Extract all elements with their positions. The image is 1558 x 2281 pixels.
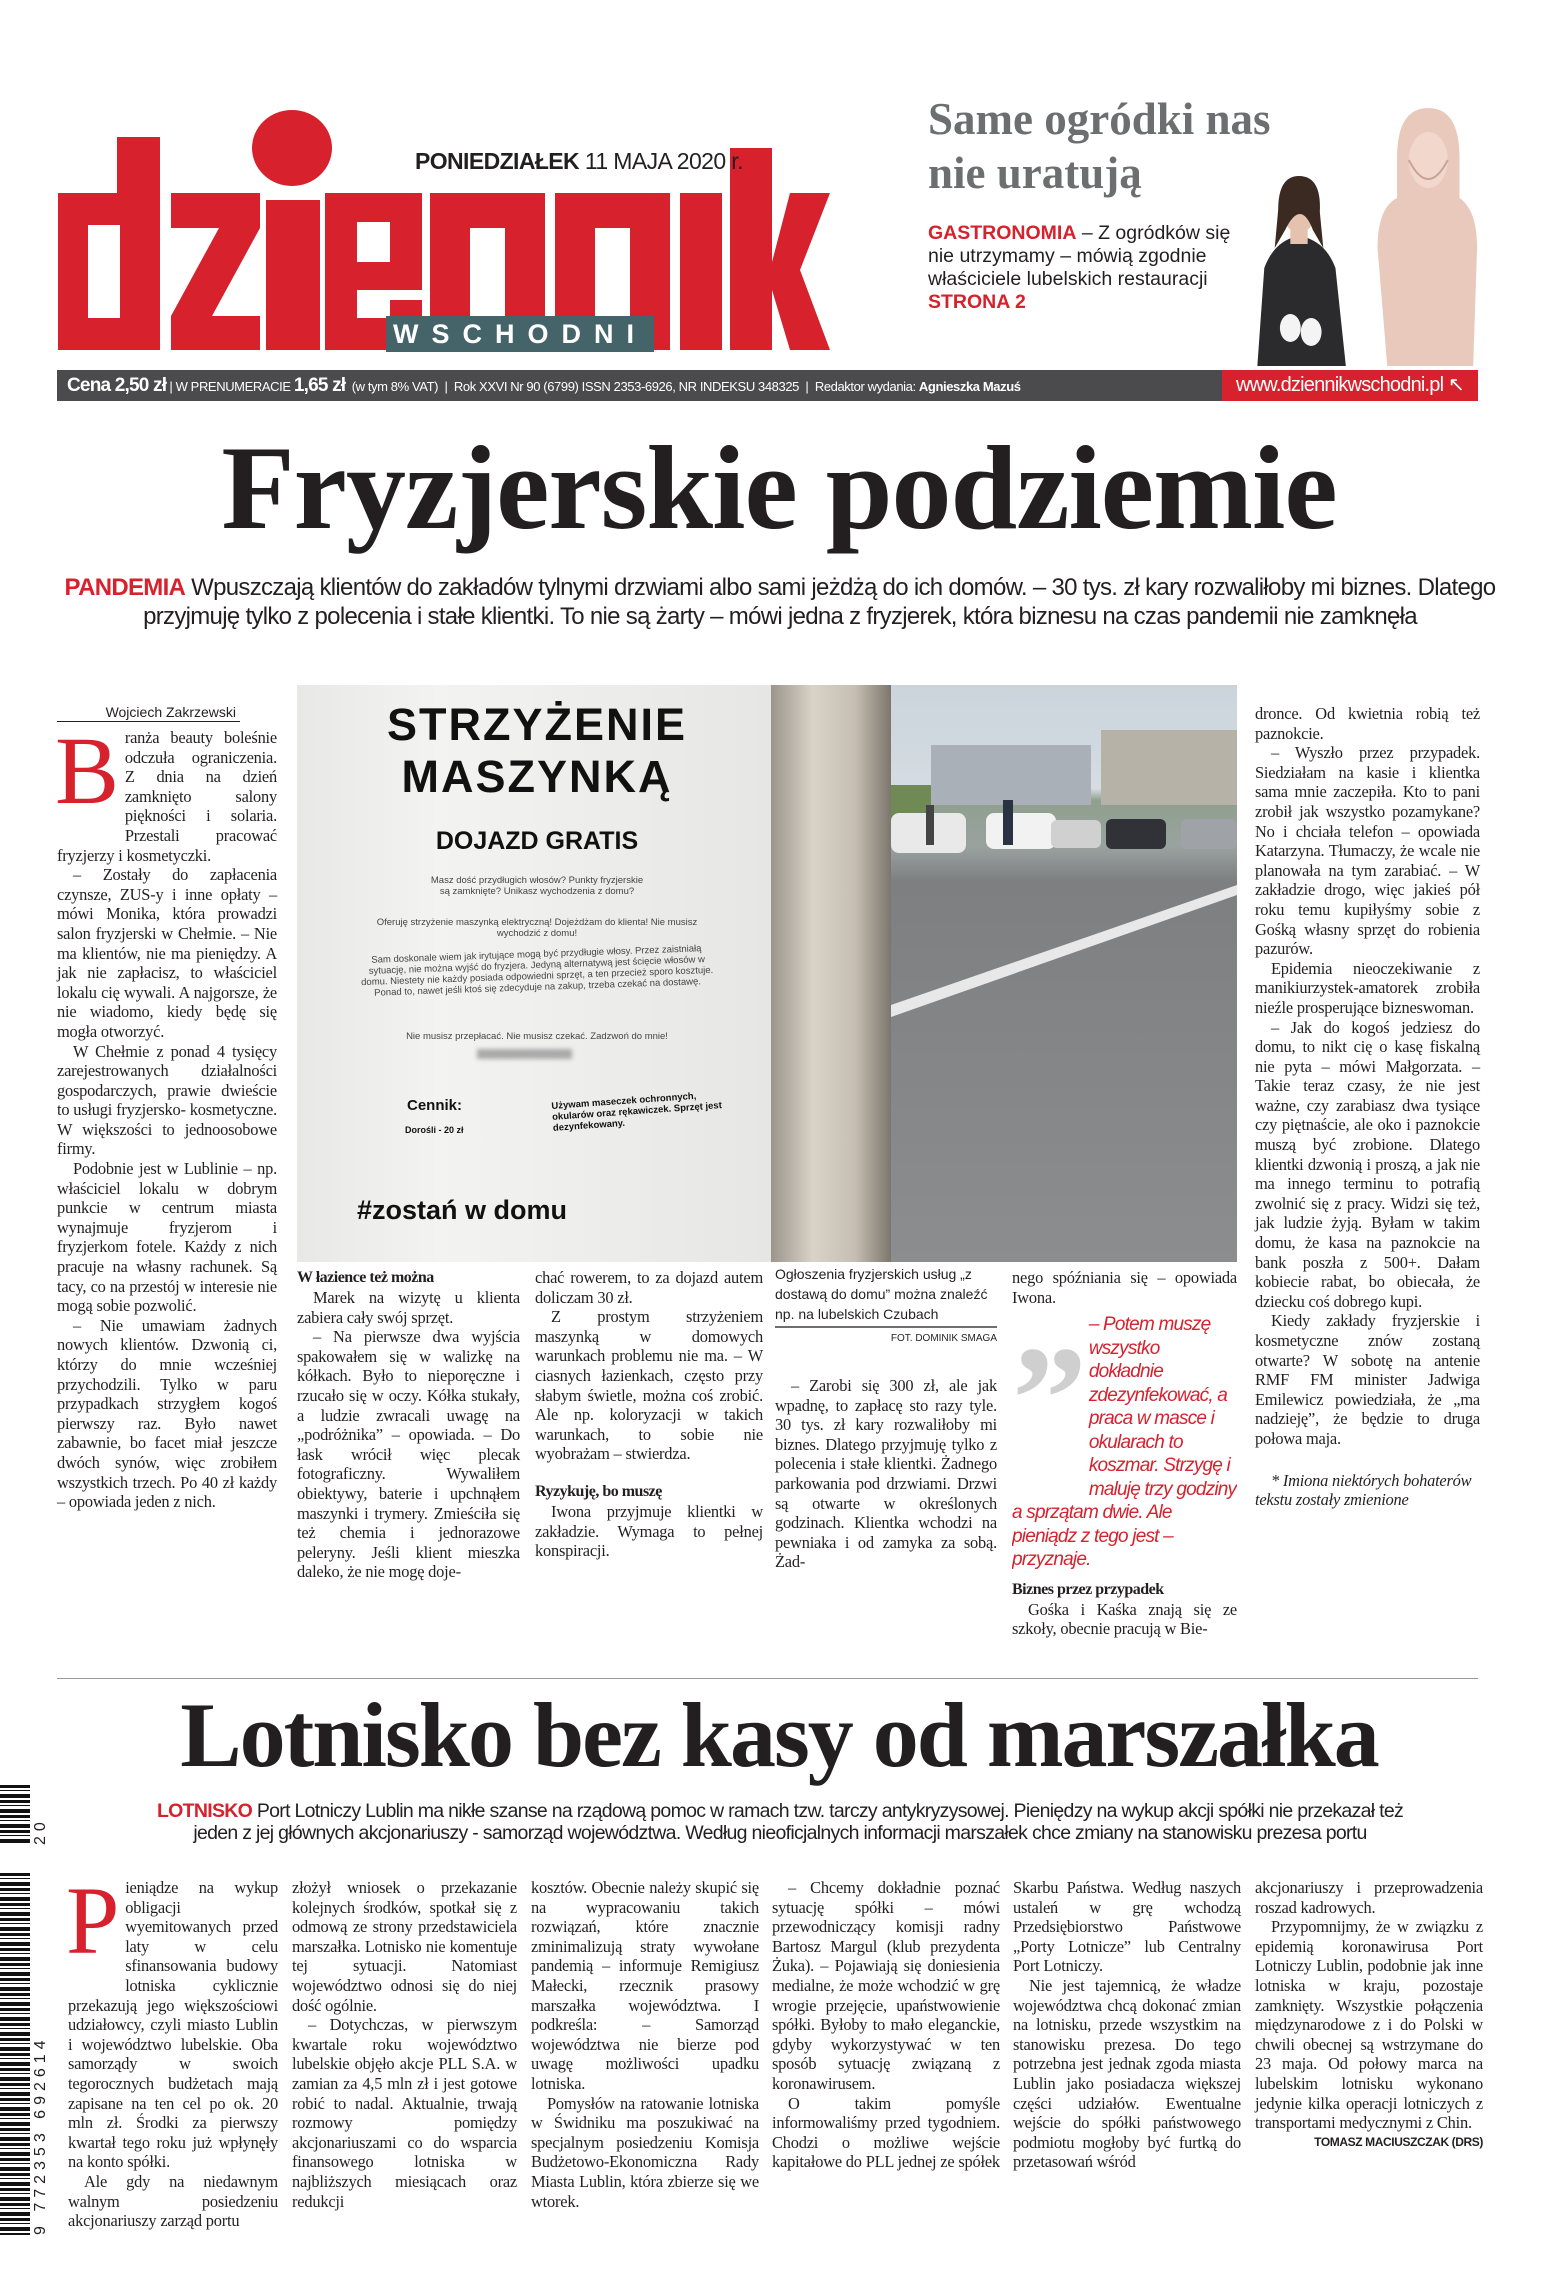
teaser-photo-woman xyxy=(1240,168,1358,366)
website-link[interactable] xyxy=(1222,370,1478,401)
issue-barcode-bars xyxy=(0,1785,30,1845)
paragraph: Epidemia nieoczekiwanie z manikiurzystek-amatorek zrobiła nieźle prosperujące bizneswoman. xyxy=(1255,958,1480,1017)
drop-cap: B xyxy=(55,717,119,824)
main-lead xyxy=(50,573,1510,631)
paragraph: Podobnie jest w Lublinie – np. właściciel lokalu w dobrym punkcie w centrum miasta wynajmuje fryzjerom i fryzjerkom fotele. Każdy z nich pracuje na własny rachunek. Są tacy, co na przestój w interesie nie mogą sobie pozwolić. xyxy=(57,1159,277,1316)
pull-quote-text: – Potem muszę wszystko dokładnie zdezynfekować, a praca w masce i okularach to koszmar. Strzygę i maluję trzy godziny a sprzątam dwie. Ale pieniądz z tego jest – przyznaje. xyxy=(1012,1314,1237,1571)
price: Cena 2,50 zł xyxy=(67,375,167,396)
paragraph: – Wyszło przez przypadek. Siedziałam na kasie i klientka sama mnie zaczepiła. Kto to pani zrobił jak wszystko pozamykane? No i chciała telefon – opowiada Katarzyna. Tłumaczy, że wcale nie planowała na tym zarabiać. – W zakładzie drogo, więc jakieś pół roku temu kupiłyśmy sobie z Gośką własny sprzęt do robienia pazurów. xyxy=(1255,743,1480,959)
byline: Wojciech Zakrzewski xyxy=(57,703,240,722)
editor-label: Redaktor wydania: xyxy=(814,379,916,394)
editor-name: Agnieszka Mazuś xyxy=(918,379,1021,394)
poster-text-1: Masz dość przydługich włosów? Punkty fryzjerskie są zamknięte? Unikasz wychodzenia z domu? xyxy=(430,875,644,897)
info-bar xyxy=(57,370,1478,401)
teaser-headline-line1: Same ogródki nas xyxy=(928,94,1271,144)
article2-column-4 xyxy=(772,1878,1000,2172)
website-url: www.dziennikwschodni.pl xyxy=(1236,374,1444,396)
article1-column-4 xyxy=(775,1264,997,1572)
main-lead-text: Wpuszczają klientów do zakładów tylnymi drzwiami albo sami jeżdżą do ich domów. – 30 tys. zł kary rozwaliłoby mi biznes. Dlatego przyjmuję tylko z polecenia i stałe klientki. To nie są żarty – mówi jedna z fryzjerek, która biznesu na czas pandemii nie zamknęła xyxy=(143,574,1496,630)
article2-column-6 xyxy=(1255,1878,1483,2152)
poster-prices: Dorośli - 20 zł xyxy=(405,1125,464,1135)
photo-credit: FOT. DOMINIK SMAGA xyxy=(890,1333,997,1344)
poster-title-line2: MASZYNKĄ xyxy=(401,751,673,802)
poster-text-4: Nie musisz przepłacać. Nie musisz czekać. Zadzwoń do mnie! xyxy=(406,1031,668,1042)
subheading: Biznes przez przypadek xyxy=(1012,1580,1164,1598)
drop-cap: P xyxy=(66,1867,120,1974)
main-lead-tag: PANDEMIA xyxy=(64,574,186,601)
main-photo xyxy=(297,685,1237,1262)
paragraph: Pomysłów na ratowanie lotniska w Świdniku ma poszukiwać na specjalnym posiedzeniu Komisja Budżetowo-Ekonomiczna Rady Miasta Lublin, która zbierze się we wtorek. xyxy=(531,2093,759,2211)
paragraph: – Zarobi się 300 zł, ale jak wpadnę, to zapłacę sto razy tyle. 30 tys. zł kary rozwaliłoby mi biznes. Dlatego przyjmuję tylko z polecenia i stałe klientki. Żadnego parkowania pod drzwiami. Drzwi są otwarte w określonych godzinach. Klientka wchodzi na pewniaka i od zamyka za sobą. Żad- xyxy=(775,1376,997,1572)
article1-column-6 xyxy=(1255,704,1480,1510)
masthead-subtitle: WSCHODNI xyxy=(386,316,654,352)
paragraph: Kiedy zakłady fryzjerskie i kosmetyczne znów zostaną otwarte? W sobotę na antenie RMF FM minister Jadwiga Emilewicz powiedziała, że „ma nadzieję”, że będzie to druga połowa maja. xyxy=(1255,1311,1480,1448)
footnote: * Imiona niektórych bohaterów tekstu zostały zmienione xyxy=(1255,1470,1472,1510)
subscription-price: 1,65 zł xyxy=(293,375,346,396)
second-lead xyxy=(150,1800,1410,1844)
paragraph: – Chcemy dokładnie poznać sytuację spółki – mówi przewodniczący komisji radny Bartosz Margul (klub prezydenta Żuka). – Pojawiają się doniesienia medialne, że może wchodzić w grę wrogie przejęcie, upaństwowienie spółki. Byłoby to mało eleganckie, gdyby wykorzystywać w ten sposób sytuację związaną z koronawirusem. xyxy=(772,1878,1000,2093)
teaser-category: GASTRONOMIA xyxy=(928,222,1077,244)
paragraph: akcjonariuszy i przeprowadzenia roszad kadrowych. xyxy=(1255,1878,1483,1917)
paragraph: – Jak do kogoś jedziesz do domu, to nikt cię o kasę fiskalną nie pyta – mówi Małgorzata. – Takie teraz czasy, że nie jest ważne, czy zarabiasz dwa tysiące czy piętnaście, ale oko i paznokcie muszą być zrobione. Dlatego klientki dzwonią i proszą, a jak nie ma innego terminu to potrafią zwolnić się z pracy. Widzi się też, jak ludzie żyją. Byłam w takim domu, że kasa na paznokcie na bank poszła z 500+. Dałam kobiecie rabat, bo obiecała, że dziecku coś dobrego kupi. xyxy=(1255,1017,1480,1311)
author-signature: TOMASZ MACIUSZCZAK (DRS) xyxy=(1314,2134,1483,2149)
teaser-headline[interactable] xyxy=(928,92,1271,200)
paragraph: O takim pomyśle informowaliśmy przed tygodniem. Chodzi o możliwe wejście kapitałowe do PLL jednej ze spółek xyxy=(772,2093,1000,2172)
section-divider xyxy=(57,1678,1478,1679)
paragraph-text: ieniądze na wykup obligacji wyemitowanych przed laty w celu sfinansowania budowy lotniska cyklicznie przekazują jego większościowi udziałowcy, czyli miasto Lublin i województwo lubelskie. Oba samorządy w swoich tegorocznych budżetach mają zapisane na ten cel po ok. 20 mln zł. Środki za pierwszy kwartał tego roku już wpłynęły na konto spółki. xyxy=(68,1878,278,2172)
paragraph: kosztów. Obecnie należy skupić się na wypracowaniu takich rozwiązań, które znacznie zminimalizują straty wywołane pandemią – informuje Remigiusz Małecki, rzecznik prasowy marszałka województwa. I podkreśla: – Samorząd województwa nie bierze pod uwagę możliwości upadku lotniska. xyxy=(531,1878,759,2093)
article2-column-5 xyxy=(1013,1878,1241,2172)
article2-column-2 xyxy=(292,1878,517,2211)
article2-column-1 xyxy=(66,1867,278,2231)
main-headline[interactable]: Fryzjerskie podziemie xyxy=(221,421,1337,554)
paragraph: – Dotychczas, w pierwszym kwartale roku województwo lubelskie objęło akcje PLL S.A. w zamian za 4,5 mln zł i jest gotowe robić to nadal. Aktualnie, trwają rozmowy pomiędzy akcjonariuszami co do wsparcia finansowego lotniska w najbliższych miesiącach oraz redukcji xyxy=(292,2015,517,2211)
lamp-post xyxy=(771,685,891,1262)
paragraph-text: ranża beauty boleśnie odczuła ograniczenia. Z dnia na dzień zamknięto salony piękności i solaria. Przestali pracować fryzjerzy i kosmetyczki. xyxy=(57,728,277,865)
poster-title xyxy=(327,699,747,803)
teaser-page-link[interactable]: STRONA 2 xyxy=(928,291,1026,313)
paragraph: Przypomnijmy, że w związku z epidemią koronawirusa Port Lotniczy Lublin, podobnie jak inne lotniska w kraju, pozostaje zamknięty. Wszystkie połączenia międzynarodowe z i do Polski w chwili obecnej są wstrzymane do 23 maja. Od połowy marca na lubelskim lotnisku wykonano jedynie kilka operacji lotniczych z transportami medycznymi z Chin. xyxy=(1255,1917,1483,2133)
poster-hashtag: #zostań w domu xyxy=(357,1195,568,1225)
info-bar-text: Cena 2,50 zł | W PRENUMERACIE 1,65 zł (w tym 8% VAT) | Rok XXVI Nr 90 (6799) ISSN 2353-6926, NR INDEKSU 348325 | Redaktor wydania: Agnieszka Mazuś xyxy=(67,375,1021,396)
teaser-lead xyxy=(928,222,1238,314)
paragraph: Iwona przyjmuje klientki w zakładzie. Wymaga to pełnej konspiracji. xyxy=(535,1501,763,1561)
paragraph: dronce. Od kwietnia robią też paznokcie. xyxy=(1255,704,1480,743)
second-lead-tag: LOTNISKO xyxy=(156,1800,253,1822)
masthead-logo xyxy=(0,0,860,360)
issue-date xyxy=(415,148,743,175)
photo-caption: Ogłoszenia fryzjerskich usług „z dostawą do domu” można znaleźć np. na lubelskich Czubach xyxy=(775,1264,997,1328)
parking-lot-scene xyxy=(891,685,1237,1262)
article1-column-1 xyxy=(55,717,277,1512)
teaser-headline-line2: nie uratują xyxy=(928,148,1142,198)
paragraph: złożył wniosek o przekazanie kolejnych środków, spotkał się z odmową ze strony przedstawiciela marszałka. Lotnisko nie komentuje tej sytuacji. Natomiast województwo odnosi się do niej dość ogólnie. xyxy=(292,1878,517,2015)
paragraph: Z prostym strzyżeniem maszynką w domowych warunkach problemu nie ma. – W ciasnych łazienkach, często przy słabym świetle, można coś zrobić. Ale np. koloryzacji w takich warunkach, to sobie nie wyobrażam – stwierdza. xyxy=(535,1307,763,1464)
quote-mark-icon: ” xyxy=(1012,1316,1087,1483)
poster-text-3: Sam doskonale wiem jak irytujące mogą być przydługie włosy. Przez zaistniałą sytuację, nie można wyjść do fryzjera. Jedyną alternatywą jest ścięcie włosów w domu. Niestety nie każdy posiada odpowiedni sprzęt, a ten przecież sporo kosztuje. Ponad to, nawet jeśli ktoś się zdecyduje na zakup, trzeba czekać na dostawę. xyxy=(360,943,714,999)
paragraph: Skarbu Państwa. Według naszych ustaleń w grę wchodzą Przedsiębiorstwo Państwowe „Porty Lotnicze” lub Centralny Port Lotniczy. xyxy=(1013,1878,1241,1976)
barcode xyxy=(0,1785,49,2235)
subheading: Ryzykuję, bo muszę xyxy=(535,1482,662,1500)
cursor-icon: ↖ xyxy=(1443,374,1464,396)
paragraph xyxy=(66,1867,278,2172)
teaser-photo-statue xyxy=(1358,98,1480,366)
vat-note: (w tym 8% VAT) xyxy=(351,379,439,394)
issue-date-text: 11 MAJA 2020 r. xyxy=(584,148,743,174)
article2-column-3 xyxy=(531,1878,759,2211)
blurred-phone-number xyxy=(477,1049,572,1059)
paragraph: – Zostały do zapłacenia czynsze, ZUS-y i inne opłaty – mówi Monika, która prowadzi salon fryzjerski w Chełmie. – Nie ma klientów, nie ma pieniędzy. A jak nie zapłacisz, to właściciel lokalu cię wywali. A najgorsze, że nie wiadomo, kiedy będę się mogła otworzyć. xyxy=(57,865,277,1041)
paragraph: chać rowerem, to za dojazd autem doliczam 30 zł. xyxy=(535,1268,763,1307)
paragraph: Marek na wizytę u klienta zabiera cały swój sprzęt. xyxy=(297,1288,520,1327)
poster-price-title: Cennik: xyxy=(407,1097,463,1114)
paragraph: Gośka i Kaśka znają się ze szkoły, obecnie pracują w Bie- xyxy=(1012,1599,1237,1639)
paragraph: nego spóźniania się – opowiada Iwona. xyxy=(1012,1268,1237,1307)
subscription-label: W PRENUMERACIE xyxy=(175,379,291,394)
poster-subtitle: DOJAZD GRATIS xyxy=(435,827,639,855)
issue-info: Rok XXVI Nr 90 (6799) ISSN 2353-6926, NR INDEKSU 348325 xyxy=(453,379,799,394)
paragraph: – Na pierwsze dwa wyjścia spakowałem się w walizkę na kółkach. Było to nieporęczne i rzucało się w oczy. Kółka stukały, a ludzie zwracali uwagę na „podróżnika” – opowiada. – Do łask wrócił więc plecak fotograficzny. Wywaliłem obiektywy, baterie i upchnąłem maszynki i trymery. Zmieściła się też chemia i jednorazowe peleryny. Jeśli klient mieszka daleko, że nie mogę doje- xyxy=(297,1327,520,1582)
article1-column-2 xyxy=(297,1266,520,1582)
subheading: W łazience też można xyxy=(297,1269,434,1286)
second-headline[interactable]: Lotnisko bez kasy od marszałka xyxy=(180,1684,1378,1786)
issue-day: PONIEDZIAŁEK xyxy=(415,148,580,174)
paragraph: Ale gdy na niedawnym walnym posiedzeniu akcjonariuszy zarząd portu xyxy=(68,2171,278,2231)
poster-text-2: Oferuję strzyżenie maszynką elektryczną! Dojeżdżam do klienta! Nie musisz wychodzić z domu! xyxy=(376,917,698,939)
paragraph: W Chełmie z ponad 4 tysięcy zarejestrowanych działalności gospodarczych, prawie dwieście to usługi fryzjersko- kosmetyczne. W większości to jednoosobowe firmy. xyxy=(57,1041,277,1159)
haircut-poster xyxy=(297,685,771,1262)
pull-quote xyxy=(1012,1313,1237,1572)
poster-safety-note: Używam maseczek ochronnych, okularów oraz rękawiczek. Sprzęt jest dezynfekowany. xyxy=(551,1090,723,1134)
poster-title-line1: STRZYŻENIE xyxy=(386,699,688,750)
ean-digits: 9 772353 692614 xyxy=(32,2035,49,2235)
issue-number: 20 xyxy=(32,1817,49,1845)
article1-column-5 xyxy=(1012,1268,1237,1639)
teaser-text: – Z ogródków się nie utrzymamy – mówią zgodnie właściciele lubelskich restauracji xyxy=(928,222,1231,290)
article1-column-3 xyxy=(535,1268,763,1561)
paragraph: Nie jest tajemnicą, że władze województwa chcą dokonać zmian na lotnisku, przede wszystkim na stanowisku prezesa. Do tego potrzebna jest jednak zgoda miasta Lublin jako posiadacza większej części udziałów. Ewentualne wejście do spółki państwowego podmiotu mogłoby być furtką do przetasowań wśród xyxy=(1013,1975,1241,2172)
paragraph xyxy=(55,717,277,865)
ean-barcode-bars xyxy=(0,1873,30,2235)
second-lead-text: Port Lotniczy Lublin ma nikłe szanse na rządową pomoc w ramach tzw. tarczy antykryzysowej. Pieniędzy na wykup akcji spółki nie przekazał też jeden z jej głównych akcjonariuszy - samorząd województwa. Według nieoficjalnych informacji marszałek chce zmiany na stanowisku prezesa portu xyxy=(193,1800,1404,1844)
paragraph: – Nie umawiam żadnych nowych klientów. Dzwonią ci, którzy do mnie wcześniej przychodzili. Tylko w paru przypadkach strzygłem kogoś pierwszy raz. Było nawet zabawnie, bo facet miał jeszcze dwóch synów, więc zrobiłem wszystkich trzech. Po 40 zł każdy – opowiada jeden z nich. xyxy=(57,1315,277,1512)
